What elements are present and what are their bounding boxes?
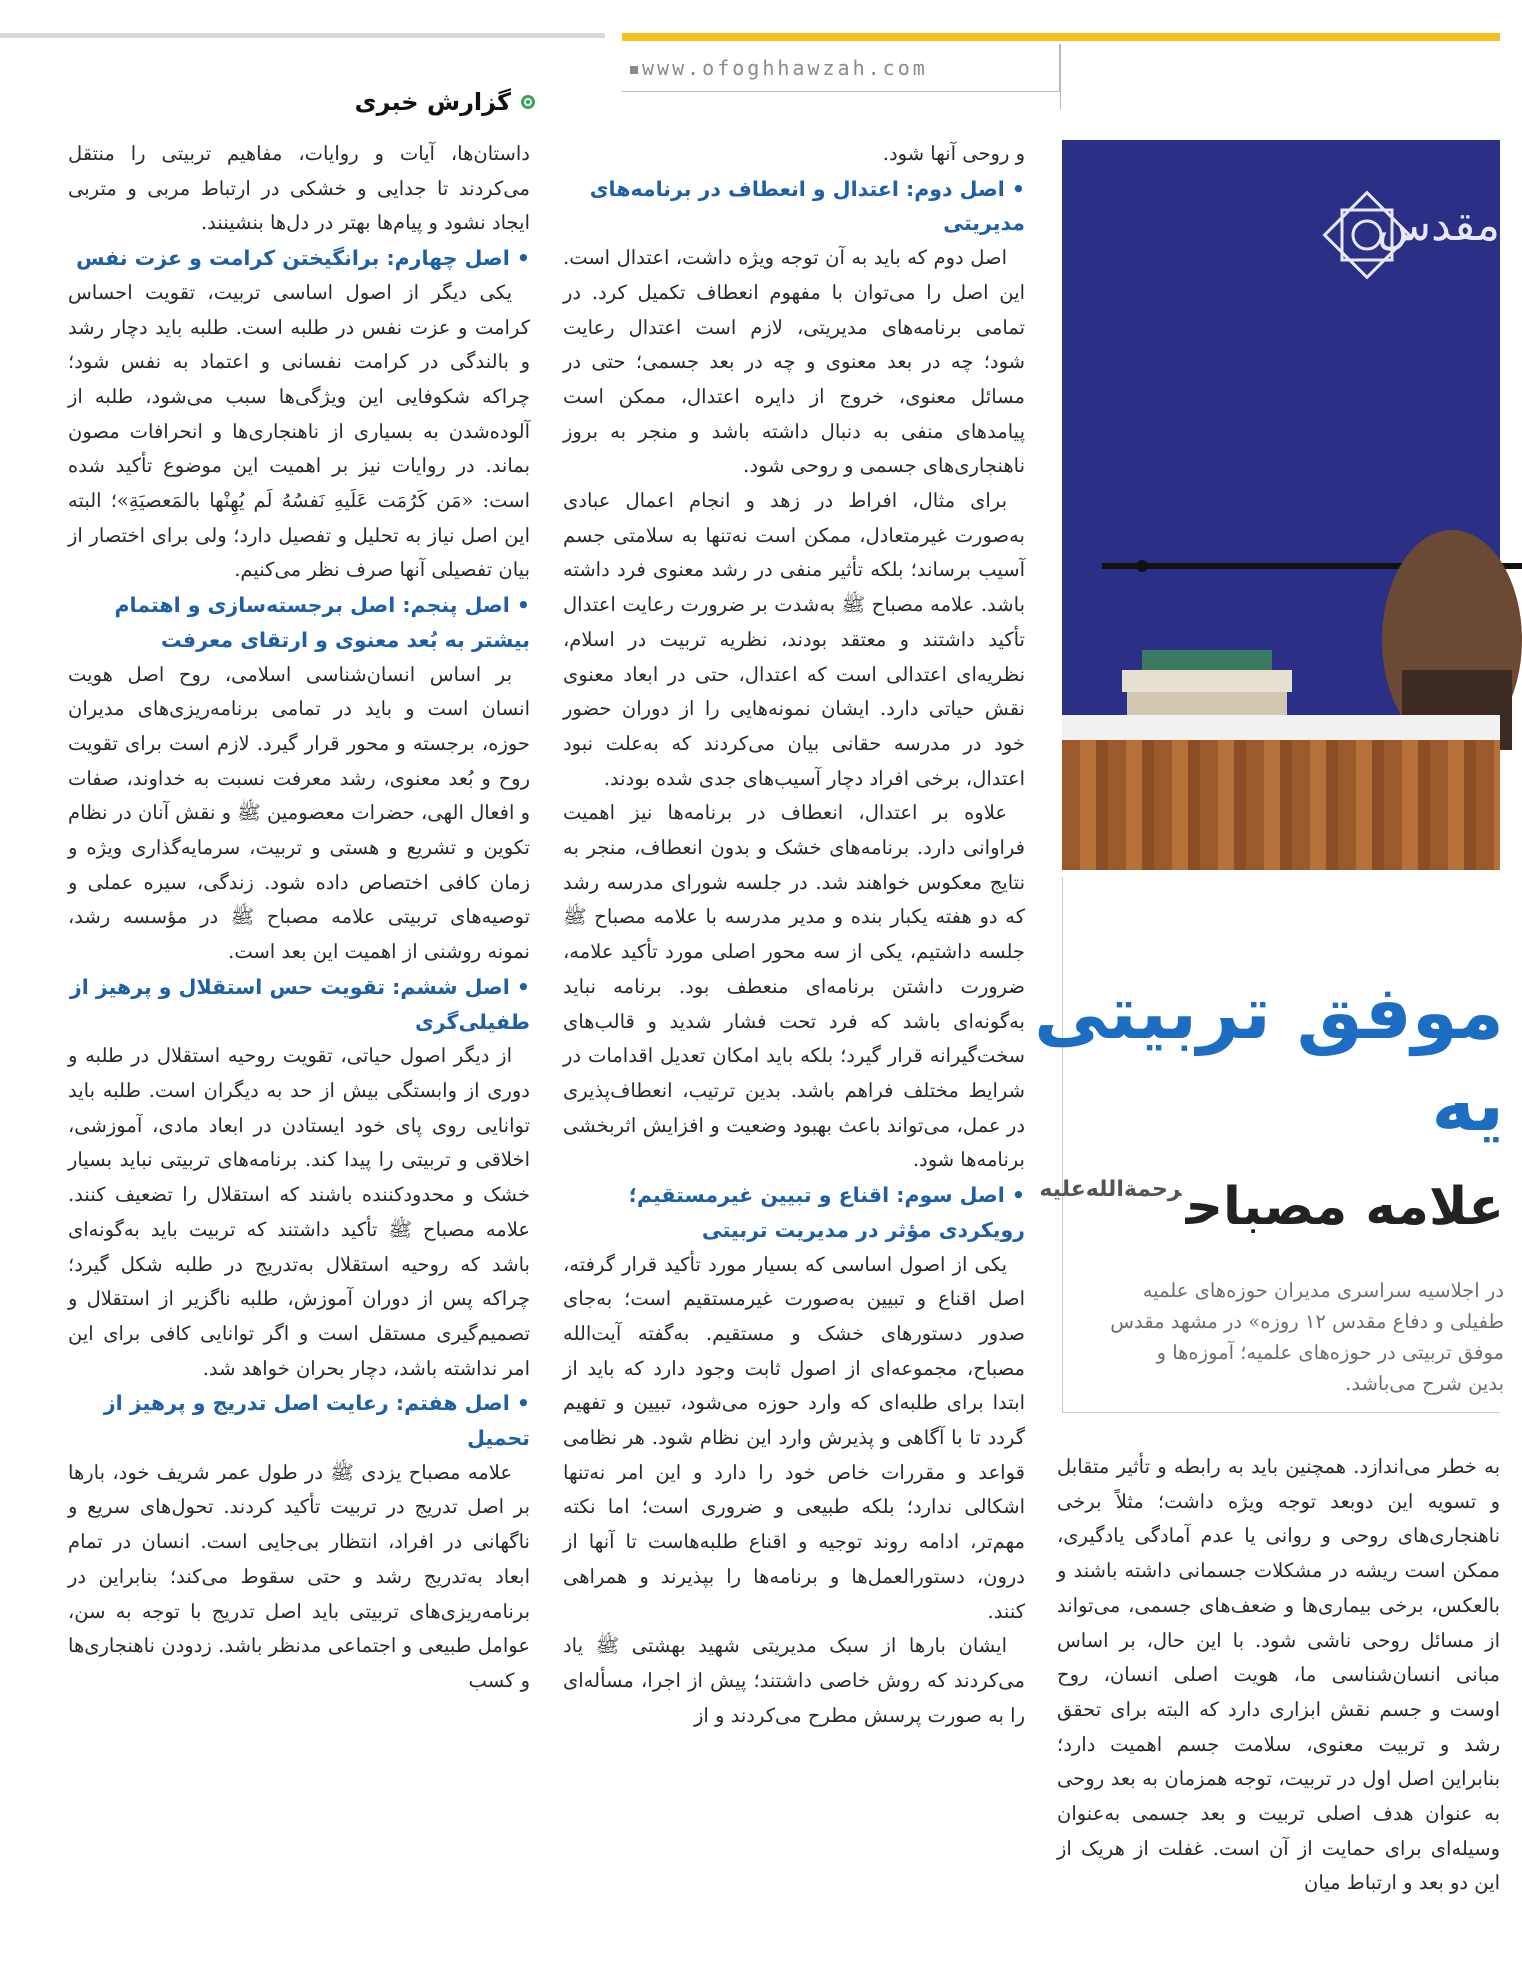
article-column-right [1057,1450,1500,1980]
subtitle-text: علامه مصباح [1185,1177,1504,1237]
article-photo [1062,140,1500,870]
paragraph: بر اساس انسان‌شناسی اسلامی، روح اصل هویت انسان است و باید در تمامی برنامه‌ریزی‌های مدیران حوزه، برجسته و محور قرار گیرد. لازم است برای تقویت روح و بُعد معنوی، رشد معرفت نسبت به خداوند، صفات و افعال الهی، حضرات معصومین ﷺ و نقش آنان در نظام تکوین و تشریع و هستی و تربیت، سرمایه‌گذاری ویژه و زمان کافی اختصاص داده شود. زندگی، سیره عملی و توصیه‌های تربیتی علامه مصباح ﷺ در مؤسسه رشد، نمونه روشنی از اهمیت این بعد است. [68,662,530,964]
paragraph: داستان‌ها، آیات و روایات، مفاهیم تربیتی را منتقل می‌کردند تا جدایی و خشکی در ارتباط مربی و متربی ایجاد نشود و پیام‌ها بهتر در دل‌ها بنشینند. [68,142,530,235]
column-divider [1060,44,1061,110]
top-rule-yellow [622,33,1500,41]
lead-paragraph [1064,1275,1504,1399]
section-label [355,88,535,116]
lead-line: طفیلی و دفاع مقدس ۱۲ روزه» در مشهد مقدس [1110,1310,1504,1333]
lead-line: موفق تربیتی در حوزه‌های علمیه؛ آموزه‌ها و [1156,1341,1504,1364]
books-icon [1122,620,1292,720]
desk-edge [1062,715,1500,743]
banner-script: مقدس [1377,200,1500,251]
paragraph: ایشان بارها از سبک مدیریتی شهید بهشتی ﷺ یاد می‌کردند که روش خاصی داشتند؛ پیش از اجرا، مسأله‌ای را به صورت پرسش مطرح می‌کردند و از [563,1634,1025,1727]
lead-line: در اجلاسیه سراسری مدیران حوزه‌های علمیه [1142,1279,1504,1302]
headline [1034,967,1504,1151]
site-url-box[interactable] [622,44,1060,92]
paragraph: یکی دیگر از اصول اساسی تربیت، تقویت احساس کرامت و عزت نفس در طلبه است. طلبه باید دچار رشد و بالندگی در کرامت نفسانی و اعتماد به نفس شود؛ چراکه شکوفایی این ویژگی‌ها سبب می‌شود، طلبه از آلوده‌شدن به بسیاری از ناهنجاری‌ها و انحرافات مصون بماند. در روایات نیز بر اهمیت این موضوع تأکید شده است: «مَن کَرُمَت عَلَیهِ نَفسُهُ لَم یُهِنْها بالمَعصیَةِ»؛ البته این اصل نیاز به تحلیل و تفصیل دارد؛ ولی برای اختصار از بیان تفصیلی آنها صرف نظر می‌کنیم. [68,280,530,582]
top-rule-gray [0,33,605,38]
target-dot-icon [521,95,535,109]
principle-heading-5: • اصل پنجم: اصل برجسته‌سازی و اهتمام بیشتر به بُعد معنوی و ارتقای معرفت [114,593,530,652]
headline-line-2: یه [1431,1062,1504,1148]
honorific: رحمة‌الله‌علیه [1039,1177,1182,1202]
headline-line-1: موفق تربیتی [1033,970,1504,1056]
article-column-left [68,137,530,1980]
principle-heading-7: • اصل هفتم: رعایت اصل تدریج و پرهیز از تحمیل [103,1391,530,1451]
paragraph: علاوه بر اعتدال، انعطاف در برنامه‌ها نیز اهمیت فراوانی دارد. برنامه‌های خشک و بدون انعطاف، منجر به نتایج معکوس خواهند شد. در جلسه شورای مدرسه رشد که دو هفته یکبار بنده و مدیر مدرسه با علامه مصباح ﷺ جلسه داشتیم، یکی از سه محور اصلی مورد تأکید علامه، ضرورت داشتن برنامه‌ای منعطف بود. برنامه نباید به‌گونه‌ای باشد که فرد تحت فشار شدید و قالب‌های سخت‌گیرانه قرار گیرد؛ بلکه باید امکان تعدیل اقدامات در شرایط مختلف فراهم باشد. بدین ترتیب، انعطاف‌پذیری در عمل، می‌تواند باعث بهبود وضعیت و افزایش اثربخشی برنامه‌ها شود. [563,801,1025,1172]
headline-box [1033,877,1504,1413]
paragraph: اصل دوم که باید به آن توجه ویژه داشت، اعتدال است. این اصل را می‌توان با مفهوم انعطاف تکمیل کرد. در تمامی برنامه‌های مدیریتی، لازم است اعتدال رعایت شود؛ چه در بعد معنوی و چه در بعد جسمی؛ حتی در مسائل معنوی، خروج از دایره اعتدال، ممکن است پیامدهای منفی به دنبال داشته باشد و منجر به بروز ناهنجاری‌های جسمی و روحی شود. [563,246,1025,478]
principle-heading-3: • اصل سوم: اقناع و تبیین غیرمستقیم؛ رویکردی مؤثر در مدیریت تربیتی [628,1183,1025,1242]
desk-drape [1062,740,1500,870]
principle-heading-2: • اصل دوم: اعتدال و انعطاف در برنامه‌های مدیریتی [589,176,1025,236]
paragraph: به خطر می‌اندازد. همچنین باید به رابطه و تأثیر متقابل و تسویه این دوبعد توجه ویژه داشت؛ مثلاً برخی ناهنجاری‌های روحی و روانی یا عدم آمادگی یادگیری، ممکن است ریشه در مشکلات جسمانی داشته باشند و بالعکس، برخی بیماری‌ها و ضعف‌های جسمی، می‌تواند از مسائل روحی ناشی شود. با این حال، بر اساس مبانی انسان‌شناسی ما، هویت اصلی انسان، روح اوست و جسم نقش ابزاری دارد که البته برای تحقق رشد و تربیت معنوی، سلامت جسم اهمیت دارد؛ بنابراین اصل اول در تربیت، توجه همزمان به بعد روحی به عنوان هدف اصلی تربیت و بعد جسمی به‌عنوان وسیله‌ای برای حمایت از آن است. غفلت از هریک از این دو بعد و ارتباط میان [1057,1455,1500,1895]
lead-line: بدین شرح می‌باشد. [1345,1372,1504,1395]
principle-heading-4: • اصل چهارم: برانگیختن کرامت و عزت نفس [76,246,530,271]
paragraph: یکی از اصول اساسی که بسیار مورد تأکید قرار گرفته، اصل اقناع و تبیین به‌صورت غیرمستقیم است؛ به‌جای صدور دستورهای خشک و مستقیم. به‌گفته آیت‌الله مصباح، مجموعه‌ای از اصول ثابت وجود دارد که باید از ابتدا برای طلبه‌ای که وارد حوزه می‌شود، تبیین و تفهیم گردد تا با آگاهی و پذیرش وارد این نظام شود. هر نظامی قواعد و مقررات خاص خود را دارد و این امر نه‌تنها اشکالی ندارد؛ بلکه طبیعی و ضروری است؛ اما نکته مهم‌تر، ادامه روند توجیه و اقناع طلبه‌هاست تا آنها از درون، دستورالعمل‌ها و برنامه‌ها را بپذیرند و همراهی کنند. [563,1252,1025,1623]
paragraph: علامه مصباح یزدی ﷺ در طول عمر شریف خود، بارها بر اصل تدریج در تربیت تأکید کردند. تحول‌های سریع و ناگهانی در افراد، انتظار بی‌جایی است. انسان در تمام ابعاد به‌تدریج رشد و حتی سقوط می‌کند؛ بنابراین در برنامه‌ریزی‌های تربیتی باید اصل تدریج با توجه به سن، عوامل طبیعی و اجتماعی مدنظر باشد. زدودن ناهنجاری‌ها و کسب [68,1460,530,1692]
article-column-middle [563,137,1025,1980]
paragraph: از دیگر اصول حیاتی، تقویت روحیه استقلال در طلبه و دوری از وابستگی بیش از حد به دیگران است. طلبه باید توانایی روی پای خود ایستادن در ابعاد مادی، آموزشی، اخلاقی و تربیتی را پیدا کند. برنامه‌های تربیتی نباید بسیار خشک و محدودکننده باشند که استقلال را تضعیف کنند. علامه مصباح ﷺ تأکید داشتند که تربیت باید به‌گونه‌ای باشد که روحیه استقلال به‌تدریج در طلبه شکل گیرد؛ چراکه پس از دوران آموزش، طلبه ناگزیر از استقلال و تصمیم‌گیری مستقل است و اگر توانایی کافی برای این امر نداشته باشد، دچار بحران خواهد شد. [68,1044,530,1380]
site-url[interactable]: www.ofoghhawzah.com [642,56,928,80]
bullet-square-icon [630,66,638,74]
paragraph: برای مثال، افراط در زهد و انجام اعمال عبادی به‌صورت غیرمتعادل، ممکن است نه‌تنها به سلامتی جسم آسیب برساند؛ بلکه تأثیر منفی در رشد معنوی فرد داشته باشد. علامه مصباح ﷺ به‌شدت بر ضرورت رعایت اعتدال تأکید داشتند و معتقد بودند، نظریه تربیت در اسلام، نظریه‌ای اعتدالی است که اعتدال، حتی در ابعاد معنوی نقش حیاتی دارد. ایشان نمونه‌هایی را از دوران حضور خود در مدرسه حقانی بیان می‌کردند که به‌علت نبود اعتدال، برخی افراد دچار آسیب‌های جدی شده بودند. [563,489,1025,790]
paragraph: و روحی آنها شود. [882,142,1025,165]
headline-subtitle [1039,1177,1504,1237]
principle-heading-6: • اصل ششم: تقویت حس استقلال و پرهیز از طفیلی‌گری [69,974,530,1034]
section-title: گزارش خبری [354,88,511,116]
